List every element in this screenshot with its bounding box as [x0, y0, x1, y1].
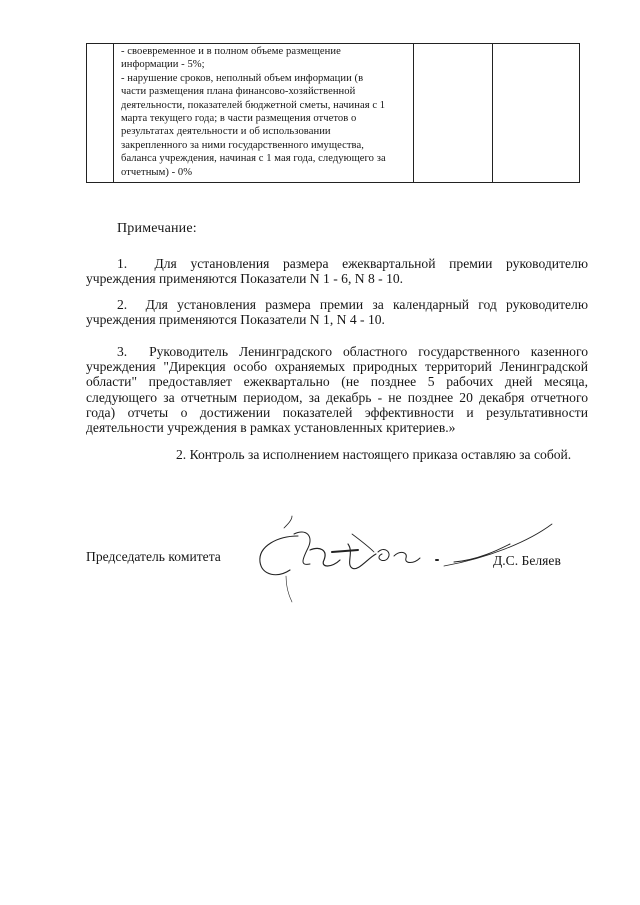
- criteria-line: - нарушение сроков, неполный объем информации (в: [121, 72, 364, 84]
- note-item-text: Для установления размера премии за календарный год руководителю учреждения применяются Показатели N 1, N 4 - 10.: [86, 297, 589, 328]
- criteria-line: деятельности, показателей бюджетной сметы, начиная с 1: [121, 99, 386, 111]
- criteria-line: баланса учреждения, начиная с 1 мая года, следующего за: [121, 153, 386, 165]
- criteria-line: отчетным) - 0%: [121, 166, 193, 178]
- criteria-text: [114, 44, 413, 182]
- criteria-table: [86, 43, 580, 183]
- note-item-2: [86, 297, 588, 327]
- order-item-2: 2. Контроль за исполнением настоящего приказа оставляю за собой.: [176, 447, 572, 462]
- note-item-1: [86, 256, 588, 286]
- table-row: [87, 44, 580, 183]
- table-cell-empty: [493, 44, 580, 183]
- note-title: Примечание:: [117, 221, 197, 236]
- criteria-line: - своевременное и в полном объеме размещение: [121, 46, 341, 57]
- table-cell-criteria: [114, 44, 414, 183]
- note-item-number: 3.: [117, 344, 128, 359]
- criteria-line: закрепленного за ними государственного имущества,: [121, 139, 364, 151]
- criteria-line: информации - 5%;: [121, 59, 205, 71]
- note-item-text: Руководитель Ленинградского областного государственного казенного учреждения "Дирекция особо охраняемых природных территорий Ленинградской области" предоставляет ежеквартально (не позднее 5 рабочих дней месяца, следующего за отчетным периодом, за декабрь - не позднее 20 декабря отчетного года) отчеты о достижении показателей эффективности и результативности деятельности учреждения в рамках установленных критериев.»: [86, 344, 588, 436]
- table-cell-empty: [414, 44, 493, 183]
- signatory-position: Председатель комитета: [86, 549, 221, 564]
- criteria-line: части размещения плана финансово-хозяйственной: [121, 86, 356, 98]
- criteria-line: результатах деятельности и об использовании: [121, 126, 331, 138]
- note-item-number: 1.: [117, 256, 128, 271]
- note-item-text: Для установления размера ежеквартальной премии руководителю учреждения применяются Показатели N 1 - 6, N 8 - 10.: [86, 256, 588, 287]
- table-cell-number: [87, 44, 114, 183]
- criteria-line: марта текущего года; в части размещения отчетов о: [121, 113, 357, 125]
- signatory-name: Д.С. Беляев: [493, 553, 561, 568]
- note-item-number: 2.: [117, 297, 128, 312]
- note-item-3: [86, 344, 588, 435]
